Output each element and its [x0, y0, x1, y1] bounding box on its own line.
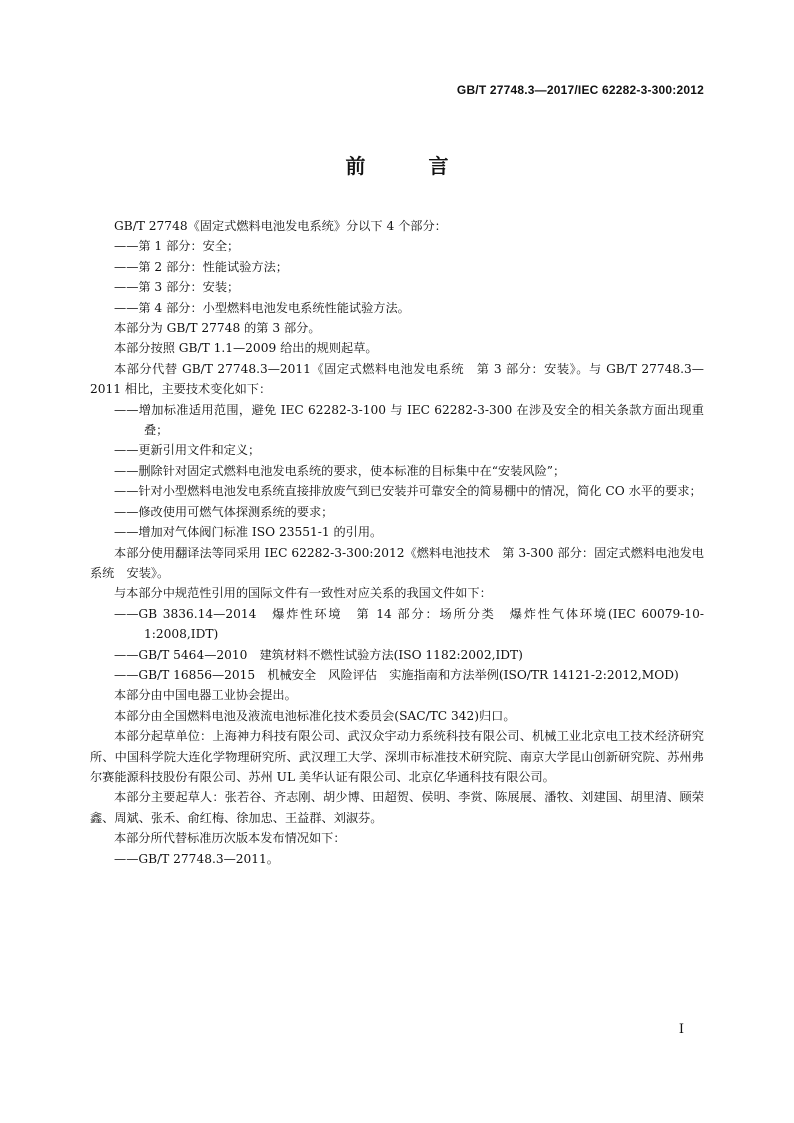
- list-item: ——GB/T 16856—2015 机械安全 风险评估 实施指南和方法举例(ISO/TR 14121-2:2012,MOD): [114, 667, 679, 682]
- paragraph: 本部分由全国燃料电池及液流电池标准化技术委员会(SAC/TC 342)归口。: [114, 708, 516, 723]
- foreword-body: [90, 216, 704, 869]
- list-item: ——修改使用可燃气体探测系统的要求；: [114, 504, 334, 519]
- list-item: ——第 1 部分：安全；: [114, 239, 240, 254]
- list-item: ——更新引用文件和定义；: [114, 443, 261, 458]
- paragraph: 本部分主要起草人：张若谷、齐志刚、胡少博、田超贺、侯明、李赏、陈展展、潘牧、刘建国、胡里清、顾荣鑫、周斌、张禾、俞红梅、徐加忠、王益群、刘淑芬。: [90, 790, 704, 825]
- page-number: I: [678, 1022, 684, 1037]
- list-item: ——第 3 部分：安装；: [114, 280, 240, 295]
- list-item: ——GB/T 5464—2010 建筑材料不燃性试验方法(ISO 1182:2002,IDT): [114, 647, 523, 662]
- paragraph: GB/T 27748《固定式燃料电池发电系统》分以下 4 个部分：: [114, 219, 447, 233]
- paragraph: 与本部分中规范性引用的国际文件有一致性对应关系的我国文件如下：: [114, 586, 492, 601]
- list-item: ——GB 3836.14—2014 爆炸性环境 第 14 部分：场所分类 爆炸性气体环境(IEC 60079-10-1:2008,IDT): [114, 606, 704, 642]
- list-item: ——针对小型燃料电池发电系统直接排放废气到已安装并可靠安全的简易棚中的情况，简化 CO 水平的要求；: [114, 484, 702, 499]
- paragraph: 本部分按照 GB/T 1.1—2009 给出的规则起草。: [114, 341, 378, 356]
- list-item: ——GB/T 27748.3—2011。: [114, 851, 279, 866]
- paragraph: 本部分由中国电器工业协会提出。: [114, 688, 297, 703]
- list-item: ——增加对气体阀门标准 ISO 23551-1 的引用。: [114, 525, 383, 540]
- page-title: 前 言: [345, 154, 477, 178]
- list-item: ——第 2 部分：性能试验方法；: [114, 259, 288, 274]
- list-item: ——第 4 部分：小型燃料电池发电系统性能试验方法。: [114, 300, 410, 315]
- list-item: ——增加标准适用范围，避免 IEC 62282-3-100 与 IEC 62282-3-300 在涉及安全的相关条款方面出现重叠；: [114, 402, 704, 438]
- list-item: ——删除针对固定式燃料电池发电系统的要求，使本标准的目标集中在“安装风险”；: [114, 463, 566, 478]
- paragraph: 本部分代替 GB/T 27748.3—2011《固定式燃料电池发电系统 第 3 部分：安装》。与 GB/T 27748.3—2011 相比，主要技术变化如下：: [90, 361, 704, 397]
- paragraph: 本部分所代替标准历次版本发布情况如下：: [114, 831, 346, 846]
- paragraph: 本部分使用翻译法等同采用 IEC 62282-3-300:2012《燃料电池技术 第 3-300 部分：固定式燃料电池发电系统 安装》。: [90, 545, 704, 580]
- paragraph: 本部分为 GB/T 27748 的第 3 部分。: [114, 321, 321, 336]
- standard-number-header: GB/T 27748.3—2017/IEC 62282-3-300:2012: [456, 83, 704, 97]
- paragraph: 本部分起草单位：上海神力科技有限公司、武汉众宇动力系统科技有限公司、机械工业北京电工技术经济研究所、中国科学院大连化学物理研究所、武汉理工大学、深圳市标准技术研究院、南京大学昆山创新研究院、苏州弗尔赛能源科技股份有限公司、苏州 UL 美华认证有限公司、北京亿华通科技有限公司。: [90, 729, 704, 784]
